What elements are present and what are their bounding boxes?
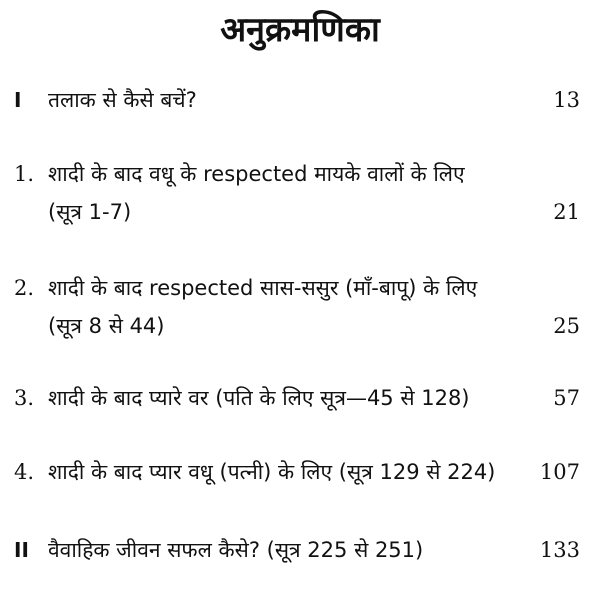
entry-title: शादी के बाद वधू के respected मायके वालों के लिए [48,162,465,186]
toc-entry-1-continuation [14,194,580,230]
entry-title: शादी के बाद प्यार वधू (पत्नी) के लिए (सूत्र 129 से 224) [48,460,496,484]
entry-number: II [14,538,29,562]
toc-entry-4 [14,454,580,490]
entry-page-number: 57 [553,386,580,410]
entry-number: 1. [14,162,35,186]
entry-title-continuation: (सूत्र 1-7) [48,200,132,224]
entry-title-continuation: (सूत्र 8 से 44) [48,314,165,338]
entry-title: वैवाहिक जीवन सफल कैसे? (सूत्र 225 से 251) [48,538,424,562]
toc-entry-2 [14,270,580,306]
toc-entry-i [14,82,580,118]
entry-page-number: 107 [539,460,580,484]
entry-page-number: 21 [553,200,580,224]
page-title: अनुक्रमणिका [220,10,380,50]
entry-title: तलाक से कैसे बचें? [48,88,197,112]
entry-number: 2. [14,276,35,300]
entry-page-number: 133 [539,538,580,562]
toc-entry-ii [14,532,580,568]
toc-entry-3 [14,380,580,416]
entry-number: 4. [14,460,35,484]
toc-entry-1 [14,156,580,192]
entry-page-number: 25 [553,314,580,338]
toc-entry-2-continuation [14,308,580,344]
entry-title: शादी के बाद respected सास-ससुर (माँ-बापू) के लिए [48,276,478,300]
entry-page-number: 13 [553,88,580,112]
entry-number: I [14,88,22,112]
entry-number: 3. [14,386,35,410]
entry-title: शादी के बाद प्यारे वर (पति के लिए सूत्र—45 से 128) [48,386,470,410]
